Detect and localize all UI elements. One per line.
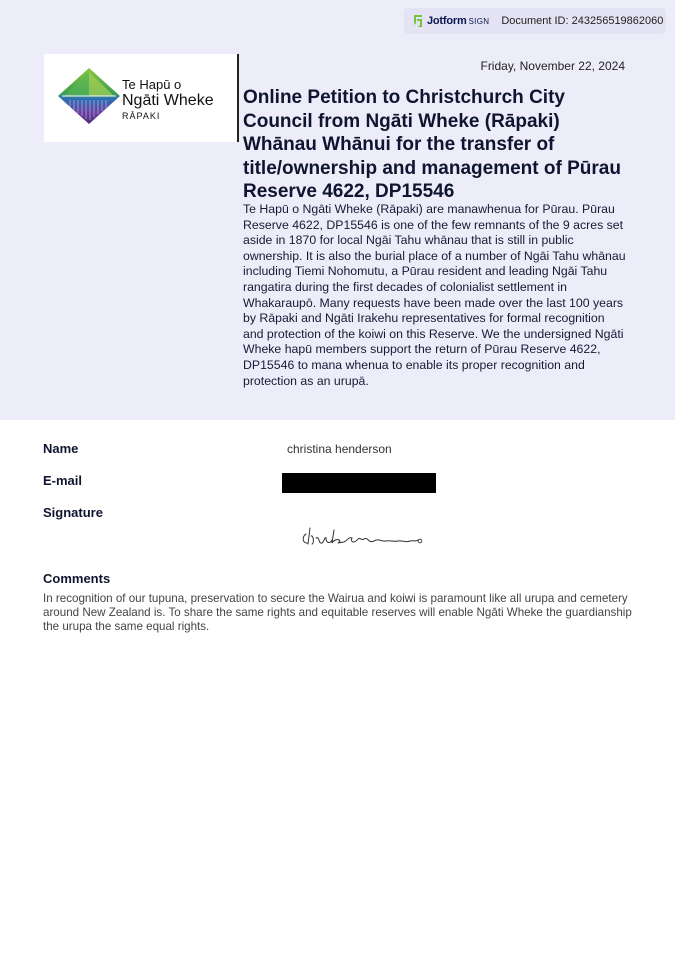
organization-logo [44, 54, 237, 142]
name-label: Name [43, 441, 79, 456]
comments-label: Comments [43, 571, 111, 586]
document-id: Document ID: 243256519862060 [501, 15, 664, 27]
email-redacted [282, 473, 436, 493]
logo-text-line2: Ngāti Wheke [122, 92, 214, 109]
email-label: E-mail [43, 473, 83, 488]
jotform-logo [412, 14, 489, 28]
document-date: Friday, November 22, 2024 [480, 59, 625, 73]
signature-image [298, 524, 424, 552]
jotform-brand: Jotform [427, 15, 467, 27]
petition-title: Online Petition to Christchurch City Council from Ngāti Wheke (Rāpaki) Whānau Whānui for the transfer of title/ownership and management of Pūrau Reserve 4622, DP15546 [243, 87, 621, 202]
petition-description: Te Hapū o Ngāti Wheke (Rāpaki) are manawhenua for Pūrau. Pūrau Reserve 4622, DP15546 is one of the few remnants of the 9 acres set aside in 1870 for local Ngāi Tahu whānau that is still in public ownership. It is also the burial place of a number of Ngāi Tahu whānau including Tiemi Nohomutu, a Pūrau resident and leading Ngāi Tahu rangatira during the first decades of colonialist settlement in Whakaraupō. Many requests have been made over the last 100 years by Rāpaki and Ngāti Irakehu representatives for formal recognition and protection of the koiwi on this Reserve. We the undersigned Ngāti Wheke hapū members support the return of Pūrau Reserve 4622, DP15546 to mana whenua to enable its proper recognition and protection as an urupā. [243, 202, 626, 388]
logo-divider [237, 54, 239, 142]
logo-text-line1: Te Hapū o [122, 77, 182, 92]
jotform-brand-suffix: SIGN [468, 16, 490, 26]
signature-label: Signature [43, 505, 103, 520]
jotform-sign-badge [404, 8, 666, 34]
diamond-logo-icon [56, 66, 122, 126]
comments-value: In recognition of our tupuna, preservation to secure the Wairua and koiwi is paramount like all urupa and cemetery around New Zealand is. To share the same rights and equitable reserves will enable Ngāti Wheke the guardianship the urupa the same equal rights. [43, 592, 632, 633]
name-value: christina henderson [287, 442, 392, 456]
jotform-icon [412, 14, 424, 28]
logo-text-line3: RĀPAKI [122, 111, 161, 121]
